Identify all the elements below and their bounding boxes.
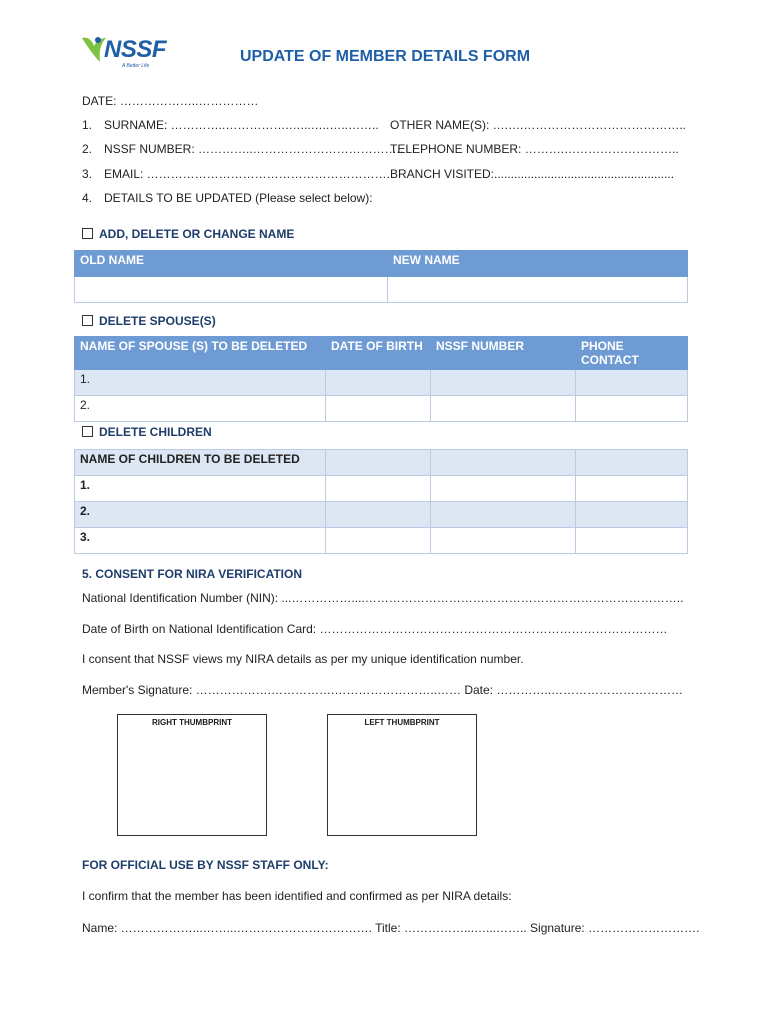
children-cell[interactable] — [326, 502, 431, 528]
old-name-cell[interactable] — [75, 277, 388, 303]
children-cell[interactable] — [431, 476, 576, 502]
name-table — [74, 250, 688, 303]
children-cell[interactable] — [576, 528, 688, 554]
email-field[interactable]: EMAIL: …………………………………………………….. — [104, 167, 394, 181]
page-title: UPDATE OF MEMBER DETAILS FORM — [239, 48, 531, 65]
phone-contact-header: PHONE CONTACT — [576, 337, 688, 370]
children-row-3[interactable]: 3. — [75, 528, 326, 554]
member-signature-field[interactable]: Member's Signature: ……………….…………….……………………..…… Date: …………..…………………………… — [82, 683, 684, 697]
field-row-2: 2. NSSF NUMBER: …………..……………………………….. — [82, 142, 404, 156]
spouse-row-2[interactable]: 2. — [75, 396, 326, 422]
table-row — [75, 277, 688, 303]
children-cell[interactable] — [431, 528, 576, 554]
branch-visited-field[interactable]: BRANCH VISITED:...................................................... — [390, 167, 675, 181]
date-field[interactable]: DATE: ………………..…………… — [82, 94, 259, 108]
details-to-update-label: DETAILS TO BE UPDATED (Please select below): — [104, 191, 373, 205]
delete-spouse-checkbox[interactable] — [82, 315, 93, 326]
table-header-row — [75, 251, 688, 277]
table-header-row — [75, 450, 688, 476]
spouse-name-header: NAME OF SPOUSE (S) TO BE DELETED — [75, 337, 326, 370]
children-row-2[interactable]: 2. — [75, 502, 326, 528]
delete-spouse-section: DELETE SPOUSE(S) — [82, 314, 216, 328]
new-name-cell[interactable] — [388, 277, 688, 303]
children-cell[interactable] — [326, 528, 431, 554]
dob-field[interactable]: Date of Birth on National Identification Card: …………………………………………………………………………… — [82, 622, 668, 636]
children-col-4 — [576, 450, 688, 476]
telephone-field[interactable]: TELEPHONE NUMBER: ……….……………………….. — [390, 142, 679, 156]
children-cell[interactable] — [326, 476, 431, 502]
nssf-number-field[interactable]: NSSF NUMBER: …………..……………………………….. — [104, 142, 404, 156]
children-cell[interactable] — [576, 502, 688, 528]
dob-header: DATE OF BIRTH — [326, 337, 431, 370]
logo-text: NSSF — [104, 36, 167, 63]
logo-tagline: A Better Life — [122, 63, 150, 69]
spouse-phone-cell[interactable] — [576, 370, 688, 396]
field-row-4: 4. DETAILS TO BE UPDATED (Please select below): — [82, 191, 373, 205]
children-name-header: NAME OF CHILDREN TO BE DELETED — [75, 450, 326, 476]
spouse-phone-cell[interactable] — [576, 396, 688, 422]
consent-statement: I consent that NSSF views my NIRA details as per my unique identification number. — [82, 652, 524, 666]
table-row — [75, 476, 688, 502]
other-names-field[interactable]: OTHER NAME(S): ….….………………………………….. — [390, 118, 687, 132]
spouse-dob-cell[interactable] — [326, 370, 431, 396]
children-col-2 — [326, 450, 431, 476]
field-row-3: 3. EMAIL: …………………………………………………….. — [82, 167, 394, 181]
children-row-1[interactable]: 1. — [75, 476, 326, 502]
official-name-title-signature[interactable]: Name: ………………...……...……………………………. Title: ……………...…...…….. Signature: ………………………. — [82, 921, 700, 935]
new-name-header: NEW NAME — [388, 251, 688, 277]
left-thumbprint-box[interactable]: LEFT THUMBPRINT — [327, 714, 477, 836]
official-confirm-text: I confirm that the member has been identified and confirmed as per NIRA details: — [82, 889, 512, 903]
delete-children-section: DELETE CHILDREN — [82, 425, 212, 439]
children-cell[interactable] — [431, 502, 576, 528]
table-row — [75, 528, 688, 554]
surname-field[interactable]: SURNAME: …………..…………….…...…..…..…….. — [104, 118, 379, 132]
official-use-heading: FOR OFFICIAL USE BY NSSF STAFF ONLY: — [82, 858, 329, 872]
nssf-number-header: NSSF NUMBER — [431, 337, 576, 370]
consent-heading: 5. CONSENT FOR NIRA VERIFICATION — [82, 567, 303, 581]
table-header-row — [75, 337, 688, 370]
old-name-header: OLD NAME — [75, 251, 388, 277]
spouse-row-1[interactable]: 1. — [75, 370, 326, 396]
table-row — [75, 370, 688, 396]
children-cell[interactable] — [576, 476, 688, 502]
spouse-nssf-cell[interactable] — [431, 370, 576, 396]
change-name-section: ADD, DELETE OR CHANGE NAME — [82, 227, 294, 241]
right-thumbprint-box[interactable]: RIGHT THUMBPRINT — [117, 714, 267, 836]
spouse-nssf-cell[interactable] — [431, 396, 576, 422]
change-name-checkbox[interactable] — [82, 228, 93, 239]
children-col-3 — [431, 450, 576, 476]
children-table — [74, 449, 688, 554]
spouse-dob-cell[interactable] — [326, 396, 431, 422]
table-row — [75, 396, 688, 422]
table-row — [75, 502, 688, 528]
spouse-table — [74, 336, 688, 422]
nin-field[interactable]: National Identification Number (NIN): ...……………....…………………………………………………………………….. — [82, 591, 684, 605]
delete-children-checkbox[interactable] — [82, 426, 93, 437]
field-row-1: 1. SURNAME: …………..…………….…...…..…..…….. — [82, 118, 379, 132]
